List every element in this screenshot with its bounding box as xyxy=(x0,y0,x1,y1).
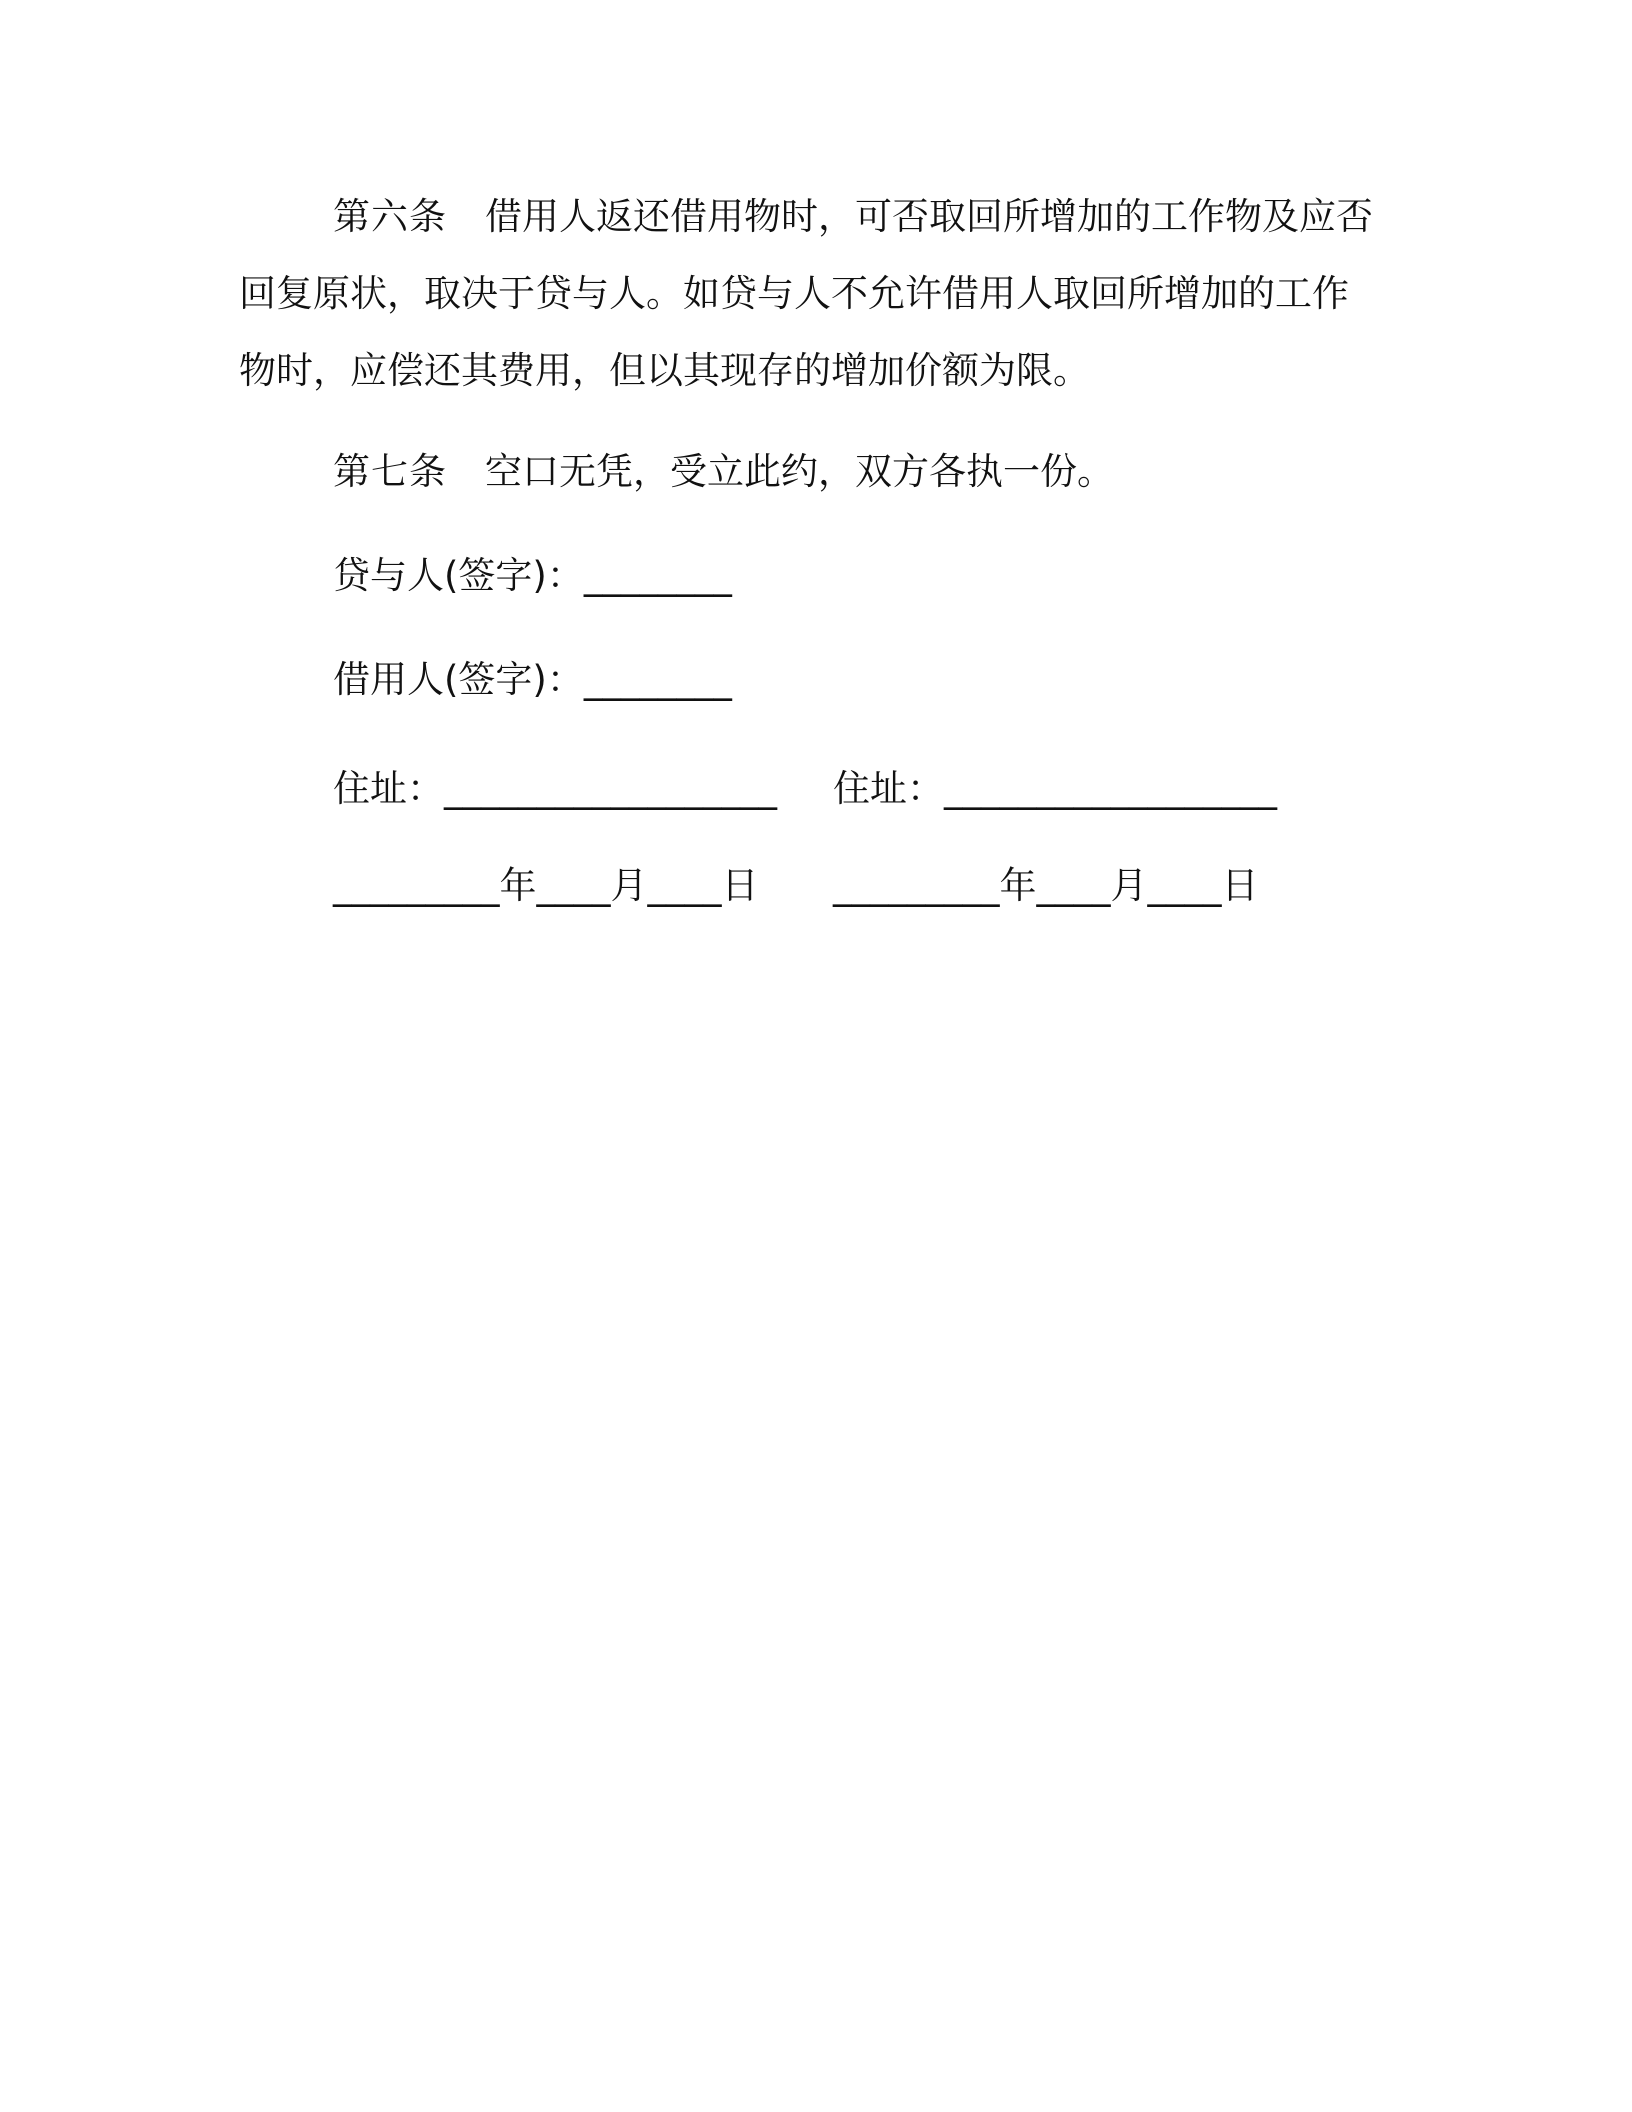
address-right: 住址：__________________ xyxy=(833,767,1277,810)
address-left: 住址：__________________ xyxy=(333,767,777,810)
date-left: _________年____月____日 xyxy=(333,864,759,907)
article6-first-line xyxy=(333,193,1373,241)
article7-line xyxy=(333,448,1114,496)
article7-heading: 第七条 xyxy=(333,450,447,493)
article6-text-line2: 回复原状，取决于贷与人。如贷与人不允许借用人取回所增加的工作 xyxy=(239,272,1349,315)
lender-signature-line: 贷与人(签字)：________ xyxy=(333,554,732,597)
date-right: _________年____月____日 xyxy=(833,864,1259,907)
article7-text: 空口无凭，受立此约，双方各执一份。 xyxy=(485,450,1114,493)
article6-text-line3: 物时，应偿还其费用，但以其现存的增加价额为限。 xyxy=(239,349,1090,392)
borrower-signature-line: 借用人(签字)：________ xyxy=(333,658,732,701)
article6-heading: 第六条 xyxy=(333,195,447,238)
article6-text-line1: 借用人返还借用物时，可否取回所增加的工作物及应否 xyxy=(485,195,1373,238)
